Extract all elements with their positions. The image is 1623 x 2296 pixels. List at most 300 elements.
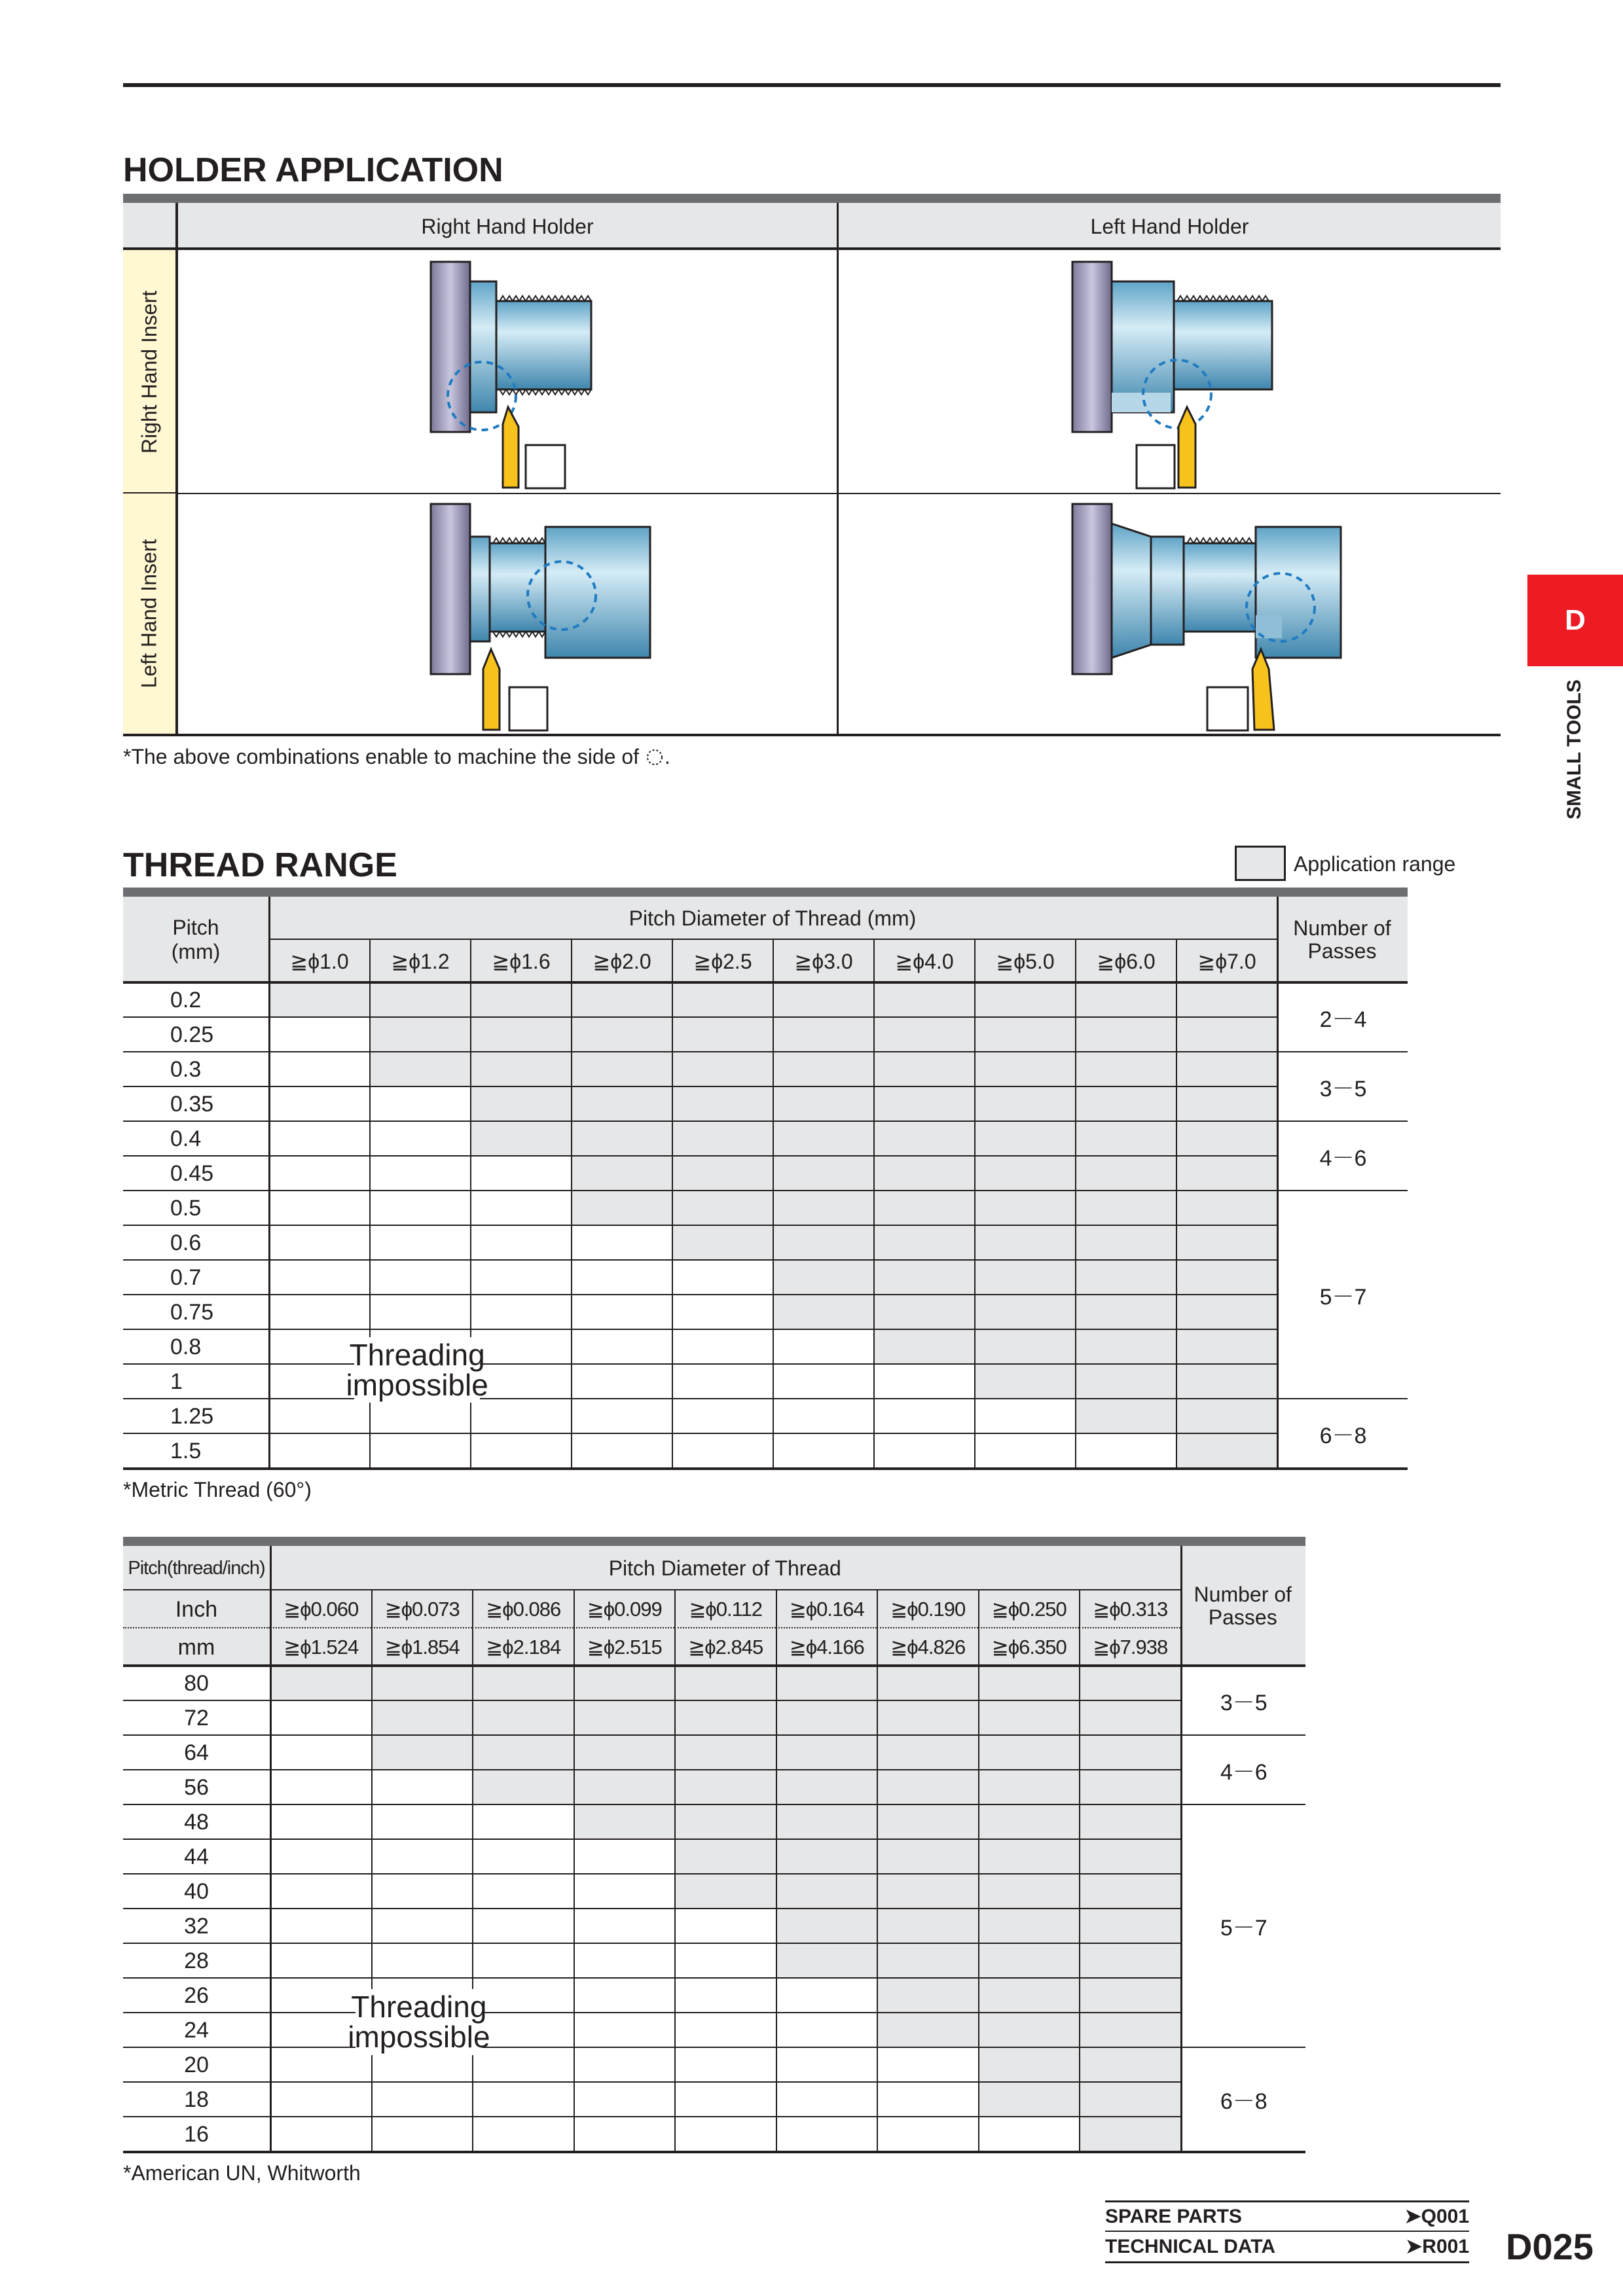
applicable-cell: [571, 983, 672, 1018]
applicable-cell: [1075, 1261, 1176, 1295]
passes-cell: 3－5: [1180, 1666, 1306, 1736]
applicable-cell: [574, 1805, 675, 1840]
applicable-cell: [1075, 1087, 1176, 1122]
pitch-cell: 0.3: [123, 1052, 268, 1087]
applicable-cell: [1176, 1399, 1277, 1434]
applicable-cell: [574, 1666, 675, 1701]
empty-cell: [270, 1874, 371, 1909]
diameter-group-header: Pitch Diameter of Thread (mm): [268, 897, 1277, 940]
empty-cell: [268, 1295, 369, 1330]
passes-cell: 4－6: [1180, 1736, 1306, 1805]
empty-cell: [674, 2117, 776, 2152]
pitch-cell: 0.7: [123, 1261, 268, 1295]
empty-cell: [371, 1909, 473, 1944]
threading-impossible-label: Threading impossible: [346, 1337, 488, 1402]
applicable-cell: [470, 983, 571, 1018]
dashed-circle-icon: [645, 747, 665, 767]
empty-cell: [369, 1087, 470, 1122]
empty-cell: [268, 1157, 369, 1191]
pitch-cell: 1.5: [123, 1434, 268, 1469]
empty-cell: [270, 1770, 371, 1805]
pitch-cell: 72: [123, 1701, 270, 1736]
empty-cell: [470, 1399, 571, 1434]
applicable-cell: [974, 1191, 1075, 1226]
applicable-cell: [978, 1701, 1080, 1736]
applicable-cell: [1079, 1979, 1180, 2013]
empty-cell: [873, 1399, 974, 1434]
passes-cell: 6－8: [1180, 2048, 1306, 2152]
empty-cell: [268, 1052, 369, 1087]
pitch-cell: 18: [123, 2083, 270, 2117]
applicable-cell: [974, 1157, 1075, 1191]
applicable-cell: [773, 1157, 873, 1191]
applicable-cell: [974, 1052, 1075, 1087]
applicable-cell: [371, 1701, 473, 1736]
pitch-cell: 40: [123, 1874, 270, 1909]
ref-target: ➤R001: [1406, 2236, 1469, 2257]
inch-diameter-header: ≧ϕ0.190: [877, 1590, 978, 1628]
empty-cell: [674, 1909, 776, 1944]
empty-cell: [571, 1226, 672, 1261]
passes-cell: 4－6: [1277, 1122, 1408, 1191]
applicable-cell: [873, 1330, 974, 1365]
applicable-cell: [873, 1261, 974, 1295]
applicable-cell: [470, 1052, 571, 1087]
section-side-label: SMALL TOOLS: [1563, 679, 1585, 819]
applicable-cell: [773, 1018, 873, 1052]
applicable-cell: [877, 1979, 978, 2013]
empty-cell: [672, 1261, 773, 1295]
applicable-cell: [472, 1770, 574, 1805]
diameter-header: ≧ϕ1.0: [268, 940, 369, 983]
empty-cell: [268, 1018, 369, 1052]
empty-cell: [574, 2048, 675, 2083]
applicable-cell: [1079, 1874, 1180, 1909]
applicable-cell: [978, 1770, 1080, 1805]
passes-cell: 3－5: [1277, 1052, 1408, 1122]
empty-cell: [470, 1434, 571, 1469]
applicable-cell: [674, 1666, 776, 1701]
applicable-cell: [1176, 1157, 1277, 1191]
inch-diameter-header: ≧ϕ0.086: [472, 1590, 574, 1628]
empty-cell: [369, 1191, 470, 1226]
pitch-cell: 26: [123, 1979, 270, 2013]
empty-cell: [268, 1122, 369, 1157]
applicable-cell: [470, 1018, 571, 1052]
empty-cell: [571, 1295, 672, 1330]
applicable-cell: [1075, 1018, 1176, 1052]
applicable-cell: [674, 1736, 776, 1770]
applicable-cell: [369, 983, 470, 1018]
inch-diameter-header: ≧ϕ0.164: [776, 1590, 877, 1628]
empty-cell: [470, 1295, 571, 1330]
applicable-cell: [978, 1909, 1080, 1944]
page-number: D025: [1506, 2226, 1594, 2267]
empty-cell: [369, 1122, 470, 1157]
applicable-cell: [672, 983, 773, 1018]
pitch-cell: 0.2: [123, 983, 268, 1018]
applicable-cell: [776, 1701, 877, 1736]
applicable-cell: [1079, 1909, 1180, 1944]
applicable-cell: [978, 2048, 1080, 2083]
applicable-cell: [873, 1087, 974, 1122]
mm-diameter-header: ≧ϕ1.854: [371, 1628, 473, 1666]
applicable-cell: [1075, 983, 1176, 1018]
mm-diameter-header: ≧ϕ4.826: [877, 1628, 978, 1666]
applicable-cell: [268, 983, 369, 1018]
applicable-cell: [672, 1226, 773, 1261]
inch-diameter-header: ≧ϕ0.250: [978, 1590, 1080, 1628]
applicable-cell: [873, 983, 974, 1018]
applicable-cell: [877, 1805, 978, 1840]
empty-cell: [773, 1399, 873, 1434]
mm-diameter-header: ≧ϕ7.938: [1079, 1628, 1180, 1666]
applicable-cell: [1079, 1805, 1180, 1840]
applicable-cell: [672, 1157, 773, 1191]
applicable-cell: [1079, 1944, 1180, 1979]
empty-cell: [270, 2083, 371, 2117]
applicable-cell: [974, 1087, 1075, 1122]
mm-diameter-header: ≧ϕ2.184: [472, 1628, 574, 1666]
applicable-cell: [877, 1874, 978, 1909]
applicable-cell: [674, 1770, 776, 1805]
applicable-cell: [974, 1365, 1075, 1399]
inch-diameter-header: ≧ϕ0.099: [574, 1590, 675, 1628]
holder-note: *The above combinations enable to machine the side of .: [123, 745, 670, 768]
passes-header: Number of Passes: [1194, 1582, 1292, 1629]
applicable-cell: [371, 1736, 473, 1770]
applicable-cell: [674, 1805, 776, 1840]
diameter-header: ≧ϕ2.5: [672, 940, 773, 983]
empty-cell: [472, 2117, 574, 2152]
illustration-lh-holder-rh-insert: [1053, 255, 1328, 491]
applicable-cell: [1176, 1434, 1277, 1469]
ref-label: TECHNICAL DATA: [1105, 2235, 1275, 2257]
applicable-cell: [974, 1330, 1075, 1365]
applicable-cell: [672, 1052, 773, 1087]
applicable-cell: [674, 1701, 776, 1736]
empty-cell: [270, 1944, 371, 1979]
ref-label: SPARE PARTS: [1105, 2205, 1242, 2227]
legend-label: Application range: [1294, 852, 1456, 876]
applicable-cell: [974, 1018, 1075, 1052]
applicable-cell: [974, 1295, 1075, 1330]
applicable-cell: [978, 1666, 1080, 1701]
applicable-cell: [1075, 1365, 1176, 1399]
empty-cell: [369, 1295, 470, 1330]
applicable-cell: [877, 1666, 978, 1701]
empty-cell: [773, 1330, 873, 1365]
applicable-cell: [1176, 983, 1277, 1018]
illustration-rh-holder-rh-insert: [411, 255, 686, 491]
applicable-cell: [978, 1979, 1080, 2013]
empty-cell: [371, 2083, 473, 2117]
thread-range-title: THREAD RANGE: [123, 846, 397, 884]
empty-cell: [873, 1365, 974, 1399]
applicable-cell: [1079, 2013, 1180, 2048]
applicable-cell: [1176, 1295, 1277, 1330]
applicable-cell: [371, 1666, 473, 1701]
applicable-cell: [470, 1087, 571, 1122]
applicable-cell: [776, 1666, 877, 1701]
applicable-cell: [877, 1736, 978, 1770]
applicable-cell: [776, 1805, 877, 1840]
pitch-cell: 32: [123, 1909, 270, 1944]
applicable-cell: [978, 1736, 1080, 1770]
empty-cell: [268, 1226, 369, 1261]
diameter-header: ≧ϕ3.0: [773, 940, 873, 983]
applicable-cell: [978, 1944, 1080, 1979]
inch-diameter-header: ≧ϕ0.112: [674, 1590, 776, 1628]
pitch-cell: 0.35: [123, 1087, 268, 1122]
reference-links: [1105, 2200, 1469, 2263]
applicable-cell: [873, 1226, 974, 1261]
top-rule: [123, 83, 1501, 87]
empty-cell: [974, 1399, 1075, 1434]
pitch-cell: 20: [123, 2048, 270, 2083]
mm-diameter-header: ≧ϕ2.515: [574, 1628, 675, 1666]
applicable-cell: [978, 2013, 1080, 2048]
applicable-cell: [776, 1840, 877, 1874]
applicable-cell: [974, 983, 1075, 1018]
applicable-cell: [773, 1191, 873, 1226]
diameter-header: ≧ϕ6.0: [1075, 940, 1176, 983]
empty-cell: [472, 1909, 574, 1944]
empty-cell: [877, 2083, 978, 2117]
empty-cell: [371, 2117, 473, 2152]
applicable-cell: [1176, 1365, 1277, 1399]
empty-cell: [268, 1087, 369, 1122]
pitch-cell: 1: [123, 1365, 268, 1399]
empty-cell: [268, 1261, 369, 1295]
holder-application-table: [123, 203, 1501, 736]
applicable-cell: [1176, 1330, 1277, 1365]
pitch-header: Pitch(thread/inch): [123, 1546, 270, 1590]
empty-cell: [672, 1295, 773, 1330]
empty-cell: [674, 2048, 776, 2083]
pitch-cell: 0.6: [123, 1226, 268, 1261]
applicable-cell: [1075, 1399, 1176, 1434]
applicable-cell: [1079, 2117, 1180, 2152]
pitch-cell: 24: [123, 2013, 270, 2048]
applicable-cell: [877, 2013, 978, 2048]
empty-cell: [574, 1874, 675, 1909]
empty-cell: [270, 2117, 371, 2152]
applicable-cell: [1079, 1701, 1180, 1736]
applicable-cell: [574, 1701, 675, 1736]
empty-cell: [672, 1330, 773, 1365]
empty-cell: [571, 1399, 672, 1434]
passes-header: Number of Passes: [1293, 916, 1391, 963]
empty-cell: [270, 1805, 371, 1840]
applicable-cell: [1079, 2083, 1180, 2117]
applicable-cell: [1075, 1122, 1176, 1157]
applicable-cell: [571, 1087, 672, 1122]
empty-cell: [470, 1191, 571, 1226]
pitch-cell: 0.25: [123, 1018, 268, 1052]
applicable-cell: [672, 1018, 773, 1052]
applicable-cell: [773, 1052, 873, 1087]
pitch-cell: 0.45: [123, 1157, 268, 1191]
col-header-right-hand-holder: Right Hand Holder: [421, 215, 594, 238]
passes-cell: 5－7: [1180, 1805, 1306, 2048]
applicable-cell: [773, 983, 873, 1018]
empty-cell: [574, 1840, 675, 1874]
applicable-cell: [776, 1770, 877, 1805]
applicable-cell: [1079, 1666, 1180, 1701]
empty-cell: [369, 1434, 470, 1469]
empty-cell: [369, 1157, 470, 1191]
col-header-left-hand-holder: Left Hand Holder: [1090, 215, 1249, 238]
empty-cell: [472, 1805, 574, 1840]
applicable-cell: [1079, 1770, 1180, 1805]
empty-cell: [776, 1979, 877, 2013]
applicable-cell: [873, 1018, 974, 1052]
section-tab-d[interactable]: D: [1527, 575, 1623, 666]
applicable-cell: [270, 1666, 371, 1701]
applicable-cell: [1075, 1157, 1176, 1191]
diameter-header: ≧ϕ4.0: [873, 940, 974, 983]
empty-cell: [369, 1261, 470, 1295]
applicable-cell: [470, 1122, 571, 1157]
pitch-cell: 1.25: [123, 1399, 268, 1434]
applicable-cell: [472, 1701, 574, 1736]
empty-cell: [674, 2083, 776, 2117]
applicable-cell: [1176, 1087, 1277, 1122]
empty-cell: [974, 1434, 1075, 1469]
diameter-header: ≧ϕ1.2: [369, 940, 470, 983]
applicable-cell: [1075, 1191, 1176, 1226]
empty-cell: [674, 1944, 776, 1979]
applicable-cell: [571, 1018, 672, 1052]
bottom-rule: [123, 2151, 1305, 2153]
pitch-cell: 0.4: [123, 1122, 268, 1157]
applicable-cell: [1075, 1295, 1176, 1330]
empty-cell: [268, 1434, 369, 1469]
empty-cell: [773, 1434, 873, 1469]
empty-cell: [470, 1226, 571, 1261]
applicable-cell: [773, 1087, 873, 1122]
metric-thread-table: [123, 897, 1408, 1473]
empty-cell: [470, 1261, 571, 1295]
mm-row-label: mm: [177, 1635, 215, 1660]
empty-cell: [776, 2117, 877, 2152]
empty-cell: [773, 1365, 873, 1399]
empty-cell: [371, 1944, 473, 1979]
empty-cell: [1075, 1434, 1176, 1469]
applicable-cell: [978, 1840, 1080, 1874]
empty-cell: [873, 1434, 974, 1469]
inch-diameter-header: ≧ϕ0.073: [371, 1590, 473, 1628]
empty-cell: [877, 2117, 978, 2152]
applicable-cell: [674, 1840, 776, 1874]
applicable-cell: [1176, 1226, 1277, 1261]
inch-diameter-header: ≧ϕ0.313: [1079, 1590, 1180, 1628]
applicable-cell: [773, 1226, 873, 1261]
applicable-cell: [1176, 1018, 1277, 1052]
applicable-cell: [571, 1122, 672, 1157]
applicable-cell: [877, 1701, 978, 1736]
pitch-cell: 0.5: [123, 1191, 268, 1226]
empty-cell: [268, 1399, 369, 1434]
applicable-cell: [978, 2083, 1080, 2117]
pitch-cell: 80: [123, 1666, 270, 1701]
pitch-cell: 48: [123, 1805, 270, 1840]
applicable-cell: [1176, 1261, 1277, 1295]
inch-thread-table: [123, 1546, 1305, 2155]
ref-spare-parts[interactable]: [1105, 2200, 1469, 2232]
empty-cell: [270, 1736, 371, 1770]
legend-swatch: [1235, 846, 1286, 881]
empty-cell: [472, 1944, 574, 1979]
passes-cell: 5－7: [1277, 1191, 1408, 1399]
applicable-cell: [672, 1191, 773, 1226]
passes-cell: 2－4: [1277, 983, 1408, 1052]
applicable-cell: [776, 1874, 877, 1909]
empty-cell: [574, 1944, 675, 1979]
empty-cell: [574, 2013, 675, 2048]
applicable-cell: [877, 1944, 978, 1979]
applicable-cell: [1079, 1736, 1180, 1770]
applicable-cell: [877, 1770, 978, 1805]
applicable-cell: [773, 1122, 873, 1157]
ref-technical-data[interactable]: [1105, 2232, 1469, 2263]
diameter-header: ≧ϕ7.0: [1176, 940, 1277, 983]
applicable-cell: [873, 1191, 974, 1226]
empty-cell: [674, 2013, 776, 2048]
applicable-cell: [773, 1295, 873, 1330]
empty-cell: [470, 1157, 571, 1191]
empty-cell: [472, 1874, 574, 1909]
applicable-cell: [776, 1736, 877, 1770]
empty-cell: [371, 1874, 473, 1909]
applicable-cell: [974, 1226, 1075, 1261]
row-header-right-hand-insert: Right Hand Insert: [137, 290, 161, 454]
applicable-cell: [1075, 1330, 1176, 1365]
mm-diameter-header: ≧ϕ4.166: [776, 1628, 877, 1666]
applicable-cell: [571, 1191, 672, 1226]
applicable-cell: [1079, 2048, 1180, 2083]
empty-cell: [571, 1365, 672, 1399]
metric-note: *Metric Thread (60°): [123, 1478, 312, 1501]
applicable-cell: [472, 1736, 574, 1770]
empty-cell: [776, 2048, 877, 2083]
empty-cell: [574, 2083, 675, 2117]
applicable-cell: [978, 1874, 1080, 1909]
applicable-cell: [978, 1805, 1080, 1840]
applicable-cell: [1176, 1052, 1277, 1087]
illustration-rh-holder-lh-insert: [411, 497, 699, 733]
empty-cell: [776, 2083, 877, 2117]
applicable-cell: [873, 1052, 974, 1087]
applicable-cell: [571, 1157, 672, 1191]
mm-diameter-header: ≧ϕ6.350: [978, 1628, 1080, 1666]
applicable-cell: [1176, 1191, 1277, 1226]
passes-cell: 6－8: [1277, 1399, 1408, 1469]
pitch-header: Pitch (mm): [171, 916, 221, 963]
empty-cell: [270, 1909, 371, 1944]
applicable-cell: [1075, 1226, 1176, 1261]
row-header-left-hand-insert: Left Hand Insert: [137, 539, 161, 689]
bottom-rule: [123, 1467, 1408, 1470]
applicable-cell: [472, 1666, 574, 1701]
empty-cell: [369, 1399, 470, 1434]
empty-cell: [574, 1979, 675, 2013]
inch-table-bar: [123, 1537, 1305, 1546]
applicable-cell: [773, 1261, 873, 1295]
empty-cell: [371, 1840, 473, 1874]
inch-diameter-header: ≧ϕ0.060: [270, 1590, 371, 1628]
